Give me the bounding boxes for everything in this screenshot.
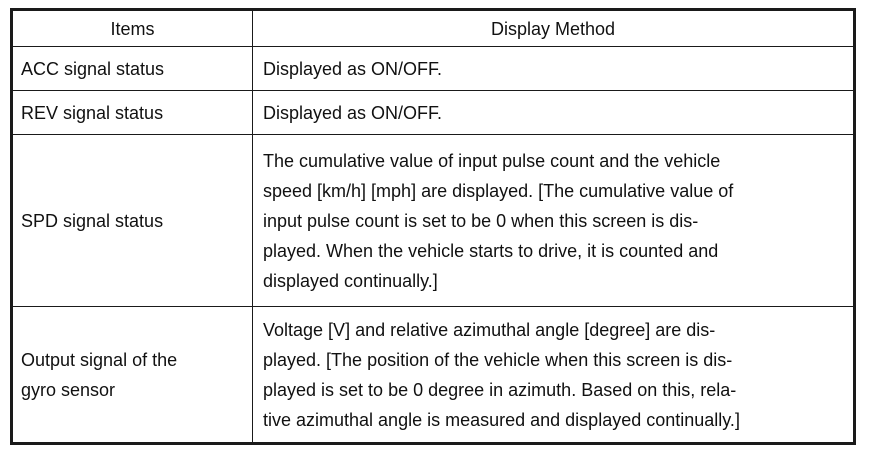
- header-items: Items: [13, 11, 253, 47]
- item-cell: [13, 307, 253, 443]
- item-cell: SPD signal status: [13, 135, 253, 307]
- table: [12, 10, 854, 443]
- item-cell: REV signal status: [13, 91, 253, 135]
- description-line: speed [km/h] [mph] are displayed. [The cumulative value of: [263, 180, 734, 201]
- description-line: Voltage [V] and relative azimuthal angle [degree] are dis-: [263, 319, 716, 340]
- item-cell: ACC signal status: [13, 47, 253, 91]
- description-line: input pulse count is set to be 0 when this screen is dis-: [263, 210, 699, 231]
- table-row: [13, 91, 854, 135]
- description-line: played is set to be 0 degree in azimuth. Based on this, rela-: [263, 379, 737, 400]
- description-cell: [253, 135, 854, 307]
- description-cell: [253, 307, 854, 443]
- description-line: Displayed as ON/OFF.: [263, 58, 443, 79]
- description-cell: [253, 91, 854, 135]
- description-line: displayed continually.]: [263, 270, 438, 291]
- description-line: played. When the vehicle starts to drive, it is counted and: [263, 240, 719, 261]
- item-line: gyro sensor: [21, 379, 116, 400]
- table-row: [13, 135, 854, 307]
- header-display-method: Display Method: [253, 11, 854, 47]
- description-cell: [253, 47, 854, 91]
- description-line: Displayed as ON/OFF.: [263, 102, 443, 123]
- description-line: played. [The position of the vehicle when this screen is dis-: [263, 349, 733, 370]
- display-method-table: [10, 8, 856, 445]
- description-line: The cumulative value of input pulse count and the vehicle: [263, 150, 721, 171]
- item-line: Output signal of the: [21, 349, 178, 370]
- header-row: [13, 11, 854, 47]
- table-row: [13, 307, 854, 443]
- description-line: tive azimuthal angle is measured and displayed continually.]: [263, 409, 740, 430]
- table-row: [13, 47, 854, 91]
